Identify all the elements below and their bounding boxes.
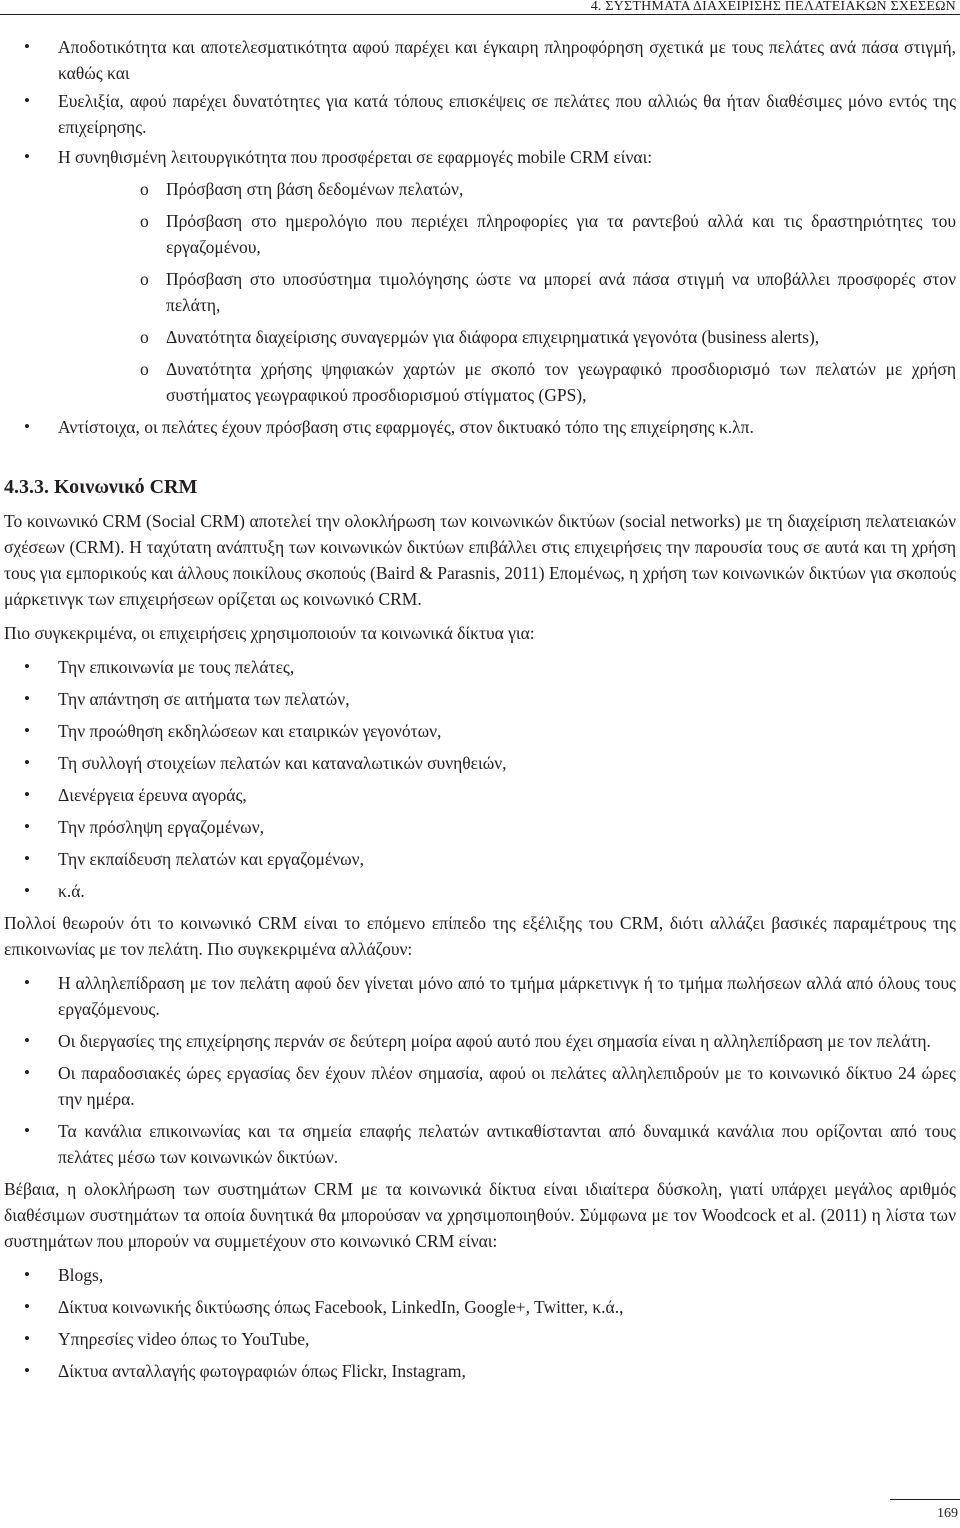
list-item: • κ.ά. <box>4 878 956 904</box>
bullet-marker: • <box>24 657 30 676</box>
bullet-marker: • <box>24 689 30 708</box>
sublist-item: o Δυνατότητα διαχείρισης συναγερμών για διάφορα επιχειρηματικά γεγονότα (business alerts), <box>58 324 956 350</box>
bullet-marker: • <box>24 973 30 992</box>
bullet-marker: • <box>24 91 30 110</box>
bullet-marker: • <box>24 1031 30 1050</box>
functionality-sublist <box>58 176 956 408</box>
list-item: • Την προώθηση εκδηλώσεων και εταιρικών γεγονότων, <box>4 718 956 744</box>
list-item: • Τη συλλογή στοιχείων πελατών και καταναλωτικών συνηθειών, <box>4 750 956 776</box>
bullet-marker: • <box>24 1063 30 1082</box>
bullet-marker: • <box>24 849 30 868</box>
list-item <box>4 144 956 408</box>
list-item: • Blogs, <box>4 1262 956 1288</box>
benefits-list <box>4 34 956 440</box>
bullet-marker: • <box>24 1265 30 1284</box>
list-item: • Δίκτυα ανταλλαγής φωτογραφιών όπως Flickr, Instagram, <box>4 1358 956 1384</box>
sublist-item: o Πρόσβαση στο υποσύστημα τιμολόγησης ώστε να μπορεί ανά πάσα στιγμή να υποβάλλει προσφορές στον πελάτη, <box>58 266 956 318</box>
header-rule <box>0 14 960 15</box>
list-item: • Την επικοινωνία με τους πελάτες, <box>4 654 956 680</box>
footer-rule <box>890 1499 960 1500</box>
bullet-marker: • <box>24 785 30 804</box>
list-item: • Η αλληλεπίδραση με τον πελάτη αφού δεν γίνεται μόνο από το τμήμα μάρκετινγκ ή το τμήμα πωλήσεων αλλά από όλους τους εργαζόμενους. <box>4 970 956 1022</box>
page-content <box>4 34 956 1390</box>
bullet-marker: • <box>24 721 30 740</box>
circle-marker: o <box>140 269 149 289</box>
social-uses-list <box>4 654 956 904</box>
list-item: • Την απάντηση σε αιτήματα των πελατών, <box>4 686 956 712</box>
paragraph: Το κοινωνικό CRM (Social CRM) αποτελεί την ολοκλήρωση των κοινωνικών δικτύων (social networks) με τη διαχείριση πελατειακών σχέσεων (CRM). Η ταχύτατη ανάπτυξη των κοινωνικών δικτύων επιβάλλει στις επιχειρήσεις την παρουσία τους σε αυτά και τη χρήση τους για εμπορικούς και άλλους ποικίλους σκοπούς (Baird & Parasnis, 2011) Επομένως, η χρήση των κοινωνικών δικτύων για σκοπούς μάρκετινγκ των επιχειρήσεων ορίζεται ως κοινωνικό CRM. <box>4 511 956 609</box>
bullet-marker: • <box>24 1297 30 1316</box>
sublist-item: o Δυνατότητα χρήσης ψηφιακών χαρτών με σκοπό τον γεωγραφικό προσδιορισμό των πελατών με χρήση συστήματος γεωγραφικού προσδιορισμού στίγματος (GPS), <box>58 356 956 408</box>
paragraph: Πιο συγκεκριμένα, οι επιχειρήσεις χρησιμοποιούν τα κοινωνικά δίκτυα για: <box>4 623 535 643</box>
bullet-marker: • <box>24 881 30 900</box>
list-item: • Την εκπαίδευση πελατών και εργαζομένων, <box>4 846 956 872</box>
circle-marker: o <box>140 211 149 231</box>
list-item: • Τα κανάλια επικοινωνίας και τα σημεία επαφής πελατών αντικαθίστανται από δυναμικά κανάλια που ορίζονται από τους πελάτες μέσω των κοινωνικών δικτύων. <box>4 1118 956 1170</box>
changes-list <box>4 970 956 1170</box>
systems-list <box>4 1262 956 1384</box>
bullet-marker: • <box>24 417 30 436</box>
list-item: • Διενέργεια έρευνα αγοράς, <box>4 782 956 808</box>
list-item: • Δίκτυα κοινωνικής δικτύωσης όπως Facebook, LinkedIn, Google+, Twitter, κ.ά., <box>4 1294 956 1320</box>
running-header: 4. ΣΥΣΤΗΜΑΤΑ ΔΙΑΧΕΙΡΙΣΗΣ ΠΕΛΑΤΕΙΑΚΩΝ ΣΧΕΣΕΩΝ <box>590 0 956 14</box>
list-item: • Οι παραδοσιακές ώρες εργασίας δεν έχουν πλέον σημασία, αφού οι πελάτες αλληλεπιδρούν με το κοινωνικό δίκτυο 24 ώρες την ημέρα. <box>4 1060 956 1112</box>
section-heading: 4.3.3. Κοινωνικό CRM <box>4 476 198 498</box>
bullet-marker: • <box>24 1361 30 1380</box>
functionality-intro: Η συνηθισμένη λειτουργικότητα που προσφέρεται σε εφαρμογές mobile CRM είναι: <box>58 147 653 167</box>
circle-marker: o <box>140 179 149 199</box>
paragraph: Πολλοί θεωρούν ότι το κοινωνικό CRM είναι το επόμενο επίπεδο της εξέλιξης του CRM, διότι αλλάζει βασικές παραμέτρους της επικοινωνίας με τον πελάτη. Πιο συγκεκριμένα αλλάζουν: <box>4 913 956 959</box>
circle-marker: o <box>140 359 149 379</box>
list-item: • Οι διεργασίες της επιχείρησης περνάν σε δεύτερη μοίρα αφού αυτό που έχει σημασία είναι η αλληλεπίδραση με τον πελάτη. <box>4 1028 956 1054</box>
paragraph: Βέβαια, η ολοκλήρωση των συστημάτων CRM με τα κοινωνικά δίκτυα είναι ιδιαίτερα δύσκολη, γιατί υπάρχει μεγάλος αριθμός διαθέσιμων συστημάτων τα οποία δυνητικά θα μπορούσαν να χρησιμοποιηθούν. Σύμφωνα με τον Woodcock et al. (2011) η λίστα των συστημάτων που μπορούν να συμμετέχουν στο κοινωνικό CRM είναι: <box>4 1179 956 1251</box>
page-number: 169 <box>937 1506 958 1521</box>
sublist-item: o Πρόσβαση στο ημερολόγιο που περιέχει πληροφορίες για τα ραντεβού αλλά και τις δραστηριότητες του εργαζομένου, <box>58 208 956 260</box>
bullet-marker: • <box>24 753 30 772</box>
bullet-marker: • <box>24 147 30 166</box>
list-item: • Αποδοτικότητα και αποτελεσματικότητα αφού παρέχει και έγκαιρη πληροφόρηση σχετικά με τους πελάτες ανά πάσα στιγμή, καθώς και <box>4 34 956 86</box>
bullet-marker: • <box>24 1329 30 1348</box>
circle-marker: o <box>140 327 149 347</box>
bullet-marker: • <box>24 1121 30 1140</box>
list-item: • Αντίστοιχα, οι πελάτες έχουν πρόσβαση στις εφαρμογές, στον δικτυακό τόπο της επιχείρησης κ.λπ. <box>4 414 956 440</box>
list-item: • Την πρόσληψη εργαζομένων, <box>4 814 956 840</box>
list-item: • Ευελιξία, αφού παρέχει δυνατότητες για κατά τόπους επισκέψεις σε πελάτες που αλλιώς θα ήταν διαθέσιμες μόνο εντός της επιχείρησης. <box>4 88 956 140</box>
sublist-item: o Πρόσβαση στη βάση δεδομένων πελατών, <box>58 176 956 202</box>
bullet-marker: • <box>24 817 30 836</box>
list-item: • Υπηρεσίες video όπως το YouTube, <box>4 1326 956 1352</box>
bullet-marker: • <box>24 37 30 56</box>
